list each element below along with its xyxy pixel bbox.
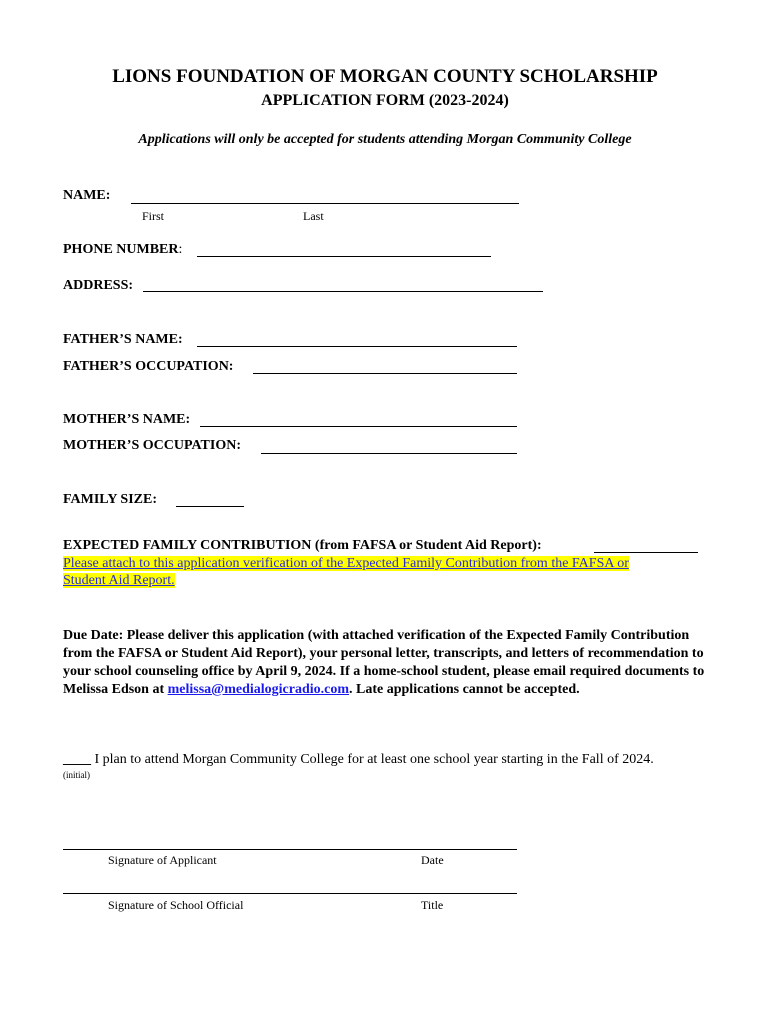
contact-email-link[interactable]: melissa@medialogicradio.com — [167, 682, 350, 697]
efc-note-text-2: Student Aid Report. — [63, 573, 175, 588]
due-date-text-end: . Late applications cannot be accepted. — [349, 682, 580, 697]
due-date-paragraph — [63, 627, 713, 699]
mother-name-label: MOTHER’S NAME: — [63, 412, 191, 427]
applicant-signature-label: Signature of Applicant — [108, 853, 217, 867]
form-title: LIONS FOUNDATION OF MORGAN COUNTY SCHOLARSHIP — [112, 66, 658, 87]
efc-note-line2 — [63, 573, 175, 589]
address-field[interactable] — [143, 291, 543, 292]
phone-colon: : — [178, 242, 183, 257]
father-occupation-field[interactable] — [253, 373, 517, 374]
efc-note-line1 — [63, 556, 629, 572]
phone-field[interactable] — [197, 256, 491, 257]
family-size-field[interactable] — [176, 506, 244, 507]
father-occupation-label: FATHER’S OCCUPATION: — [63, 359, 234, 374]
official-title-label: Title — [421, 898, 444, 912]
official-signature-label: Signature of School Official — [108, 898, 244, 912]
efc-field[interactable] — [594, 552, 698, 553]
plan-statement-row — [63, 752, 654, 768]
efc-label: EXPECTED FAMILY CONTRIBUTION (from FAFSA or Student Aid Report): — [63, 538, 542, 553]
applicant-signature-line[interactable] — [63, 849, 517, 850]
name-field[interactable] — [131, 203, 519, 204]
name-first-hint: First — [142, 209, 165, 223]
initial-hint: (initial) — [63, 770, 90, 780]
name-label: NAME: — [63, 188, 111, 203]
phone-label: PHONE NUMBER — [63, 242, 179, 257]
father-name-label: FATHER’S NAME: — [63, 332, 183, 347]
eligibility-notice: Applications will only be accepted for students attending Morgan Community College — [138, 132, 632, 147]
plan-statement: I plan to attend Morgan Community College for at least one school year starting in the Fall of 2024. — [91, 752, 654, 767]
due-date-text: Due Date: Please deliver this application (with attached verification of the Expected Family Contribution from the FAFSA or Student Aid Report), your personal letter, transcripts, and letters of recommendation to your school counseling office by April 9, 2024. If a home-school student, please email required documents to Melissa Edson at — [63, 628, 705, 697]
form-subtitle: APPLICATION FORM (2023-2024) — [261, 92, 509, 109]
efc-note-text-1: Please attach to this application verification of the Expected Family Contribution from the FAFSA or — [63, 556, 629, 571]
initial-blank[interactable]: ____ — [63, 752, 91, 767]
mother-name-field[interactable] — [200, 426, 517, 427]
phone-label-row — [63, 242, 182, 258]
father-name-field[interactable] — [197, 346, 517, 347]
official-signature-line[interactable] — [63, 893, 517, 894]
name-last-hint: Last — [303, 209, 324, 223]
address-label: ADDRESS: — [63, 278, 134, 293]
family-size-label: FAMILY SIZE: — [63, 492, 158, 507]
mother-occupation-field[interactable] — [261, 453, 517, 454]
mother-occupation-label: MOTHER’S OCCUPATION: — [63, 438, 241, 453]
applicant-date-label: Date — [421, 853, 444, 867]
